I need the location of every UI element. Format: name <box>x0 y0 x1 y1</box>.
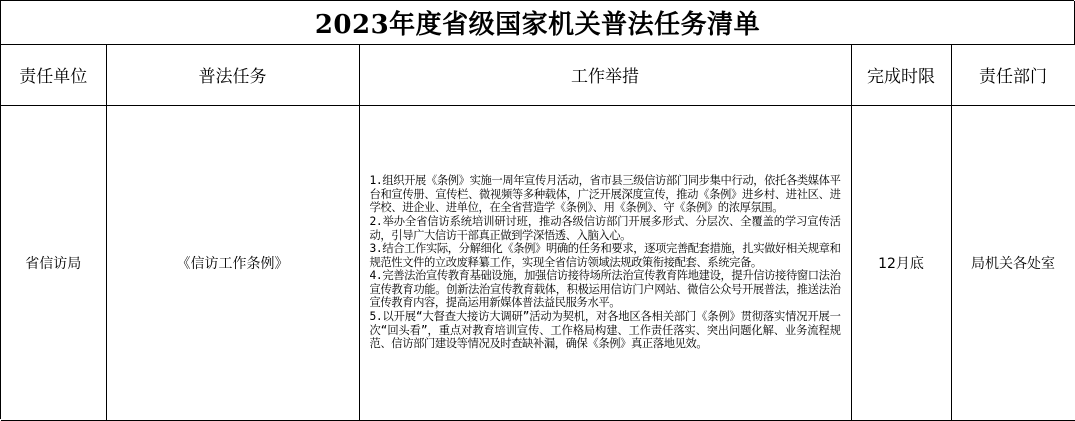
header-deadline: 完成时限 <box>851 45 951 105</box>
measure-item: 5.以开展“大督查大接访大调研”活动为契机，对各地区各相关部门《条例》贯彻落实情况开展一次“回头看”，重点对教育培训宣传、工作格局构建、工作责任落实、突出问题化解、业务流程规范、信访部门建设等情况及时查缺补漏，确保《条例》真正落地见效。 <box>369 310 841 351</box>
page-title: 2023年度省级国家机关普法任务清单 <box>1 1 1075 45</box>
measure-item: 4.完善法治宣传教育基础设施，加强信访接待场所法治宣传教育阵地建设，提升信访接待窗口法治宣传教育功能。创新法治宣传教育载体，积极运用信访门户网站、微信公众号开展普法，推送法治宣传教育内容，提高运用新媒体普法益民服务水平。 <box>369 269 841 310</box>
cell-measures <box>359 105 851 420</box>
cell-unit: 省信访局 <box>1 105 106 420</box>
cell-department: 局机关各处室 <box>951 105 1075 420</box>
measures-list <box>360 174 851 351</box>
header-department: 责任部门 <box>951 45 1075 105</box>
measure-item: 2.举办全省信访系统培训研讨班，推动各级信访部门开展多形式、分层次、全覆盖的学习宣传活动，引导广大信访干部真正做到学深悟透、入脑入心。 <box>369 214 841 242</box>
cell-task: 《信访工作条例》 <box>106 105 359 420</box>
cell-deadline: 12月底 <box>851 105 951 420</box>
header-task: 普法任务 <box>106 45 359 105</box>
task-table <box>1 45 1075 421</box>
header-measures: 工作举措 <box>359 45 851 105</box>
table-row <box>1 105 1075 420</box>
measure-item: 1.组织开展《条例》实施一周年宣传月活动，省市县三级信访部门同步集中行动，依托各类媒体平台和宣传册、宣传栏、微视频等多种载体，广泛开展深度宣传，推动《条例》进乡村、进社区、进学校、进企业、进单位，在全省营造学《条例》、用《条例》、守《条例》的浓厚氛围。 <box>369 174 841 215</box>
measure-item: 3.结合工作实际，分解细化《条例》明确的任务和要求，逐项完善配套措施，扎实做好相关规章和规范性文件的立改废释纂工作，实现全省信访领域法规政策衔接配套、系统完备。 <box>369 242 841 269</box>
header-unit: 责任单位 <box>1 45 106 105</box>
header-row <box>1 45 1075 105</box>
